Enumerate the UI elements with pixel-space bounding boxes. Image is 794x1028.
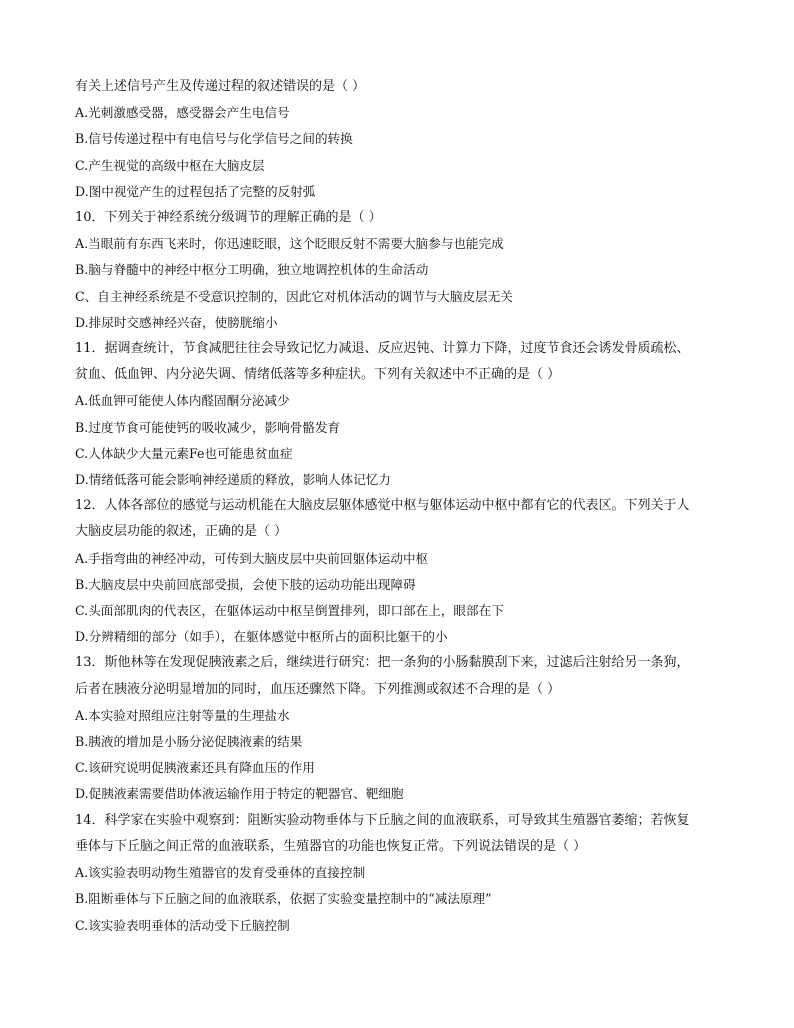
question-line: 13．斯他林等在发现促胰液素之后，继续进行研究：把一条狗的小肠黏膜刮下来，过滤后注射给另一条狗， — [75, 655, 690, 671]
option-line: A.低血钾可能使人体内醛固酮分泌减少 — [75, 393, 290, 409]
option-line: A.光刺激感受器，感受器会产生电信号 — [75, 105, 290, 121]
question-line: 10．下列关于神经系统分级调节的理解正确的是（ ） — [75, 210, 382, 226]
option-line: A.手指弯曲的神经冲动，可传到大脑皮层中央前回躯体运动中枢 — [75, 550, 429, 566]
option-line: C.该实验表明垂体的活动受下丘脑控制 — [75, 917, 290, 933]
question-line: 大脑皮层功能的叙述，正确的是（ ） — [75, 524, 288, 540]
option-line: B.阻断垂体与下丘脑之间的血液联系，依据了实验变量控制中的“减法原理” — [75, 891, 492, 907]
option-line: A.本实验对照组应注射等量的生理盐水 — [75, 707, 290, 723]
option-line: C.产生视觉的高级中枢在大脑皮层 — [75, 157, 265, 173]
question-line: 12．人体各部位的感觉与运动机能在大脑皮层躯体感觉中枢与躯体运动中枢中都有它的代表区。下列关于人 — [75, 498, 690, 514]
question-line: 14．科学家在实验中观察到：阻断实验动物垂体与下丘脑之间的血液联系，可导致其生殖器官萎缩；若恢复 — [75, 812, 690, 828]
question-stem-line: 有关上述信号产生及传递过程的叙述错误的是（ ） — [75, 79, 366, 94]
option-line: C.头面部肌肉的代表区，在躯体运动中枢呈倒置排列，即口部在上，眼部在下 — [75, 603, 504, 619]
option-line: D.促胰液素需要借助体液运输作用于特定的靶器官、靶细胞 — [75, 786, 404, 802]
question-line: 垂体与下丘脑之间正常的血液联系，生殖器官的功能也恢复正常。下列说法错误的是（ ） — [75, 838, 587, 854]
option-line: D.图中视觉产生的过程包括了完整的反射弧 — [75, 183, 316, 199]
option-line: C.该研究说明促胰液素还具有降血压的作用 — [75, 760, 315, 776]
option-line: D.排尿时交感神经兴奋，使膀胱缩小 — [75, 314, 278, 330]
option-line: B.过度节食可能使钙的吸收减少，影响骨骼发育 — [75, 419, 341, 435]
option-line: C.人体缺少大量元素Fe也可能患贫血症 — [75, 445, 293, 461]
option-line: A.该实验表明动物生殖器官的发育受垂体的直接控制 — [75, 865, 366, 881]
question-line: 贫血、低血钾、内分泌失调、情绪低落等多种症状。下列有关叙述中不正确的是（ ） — [75, 367, 561, 383]
question-line: 11．据调查统计，节食减肥往往会导致记忆力减退、反应迟钝、计算力下降，过度节食还会诱发骨质疏松、 — [75, 341, 690, 357]
option-line: B.胰液的增加是小肠分泌促胰液素的结果 — [75, 734, 303, 750]
option-line: B.大脑皮层中央前回底部受损，会使下肢的运动功能出现障碍 — [75, 576, 416, 592]
option-line: B.信号传递过程中有电信号与化学信号之间的转换 — [75, 131, 353, 147]
option-line: A.当眼前有东西飞来时，你迅速眨眼，这个眨眼反射不需要大脑参与也能完成 — [75, 236, 504, 252]
option-line: B.脑与脊髓中的神经中枢分工明确，独立地调控机体的生命活动 — [75, 262, 429, 278]
question-line: 后者在胰液分泌明显增加的同时，血压还骤然下降。下列推测或叙述不合理的是（ ） — [75, 681, 561, 697]
option-line: D.分辨精细的部分（如手），在躯体感觉中枢所占的面积比躯干的小 — [75, 629, 448, 645]
option-line: C、自主神经系统是不受意识控制的，因此它对机体活动的调节与大脑皮层无关 — [75, 288, 513, 304]
option-line: D.情绪低落可能会影响神经递质的释放，影响人体记忆力 — [75, 472, 391, 488]
